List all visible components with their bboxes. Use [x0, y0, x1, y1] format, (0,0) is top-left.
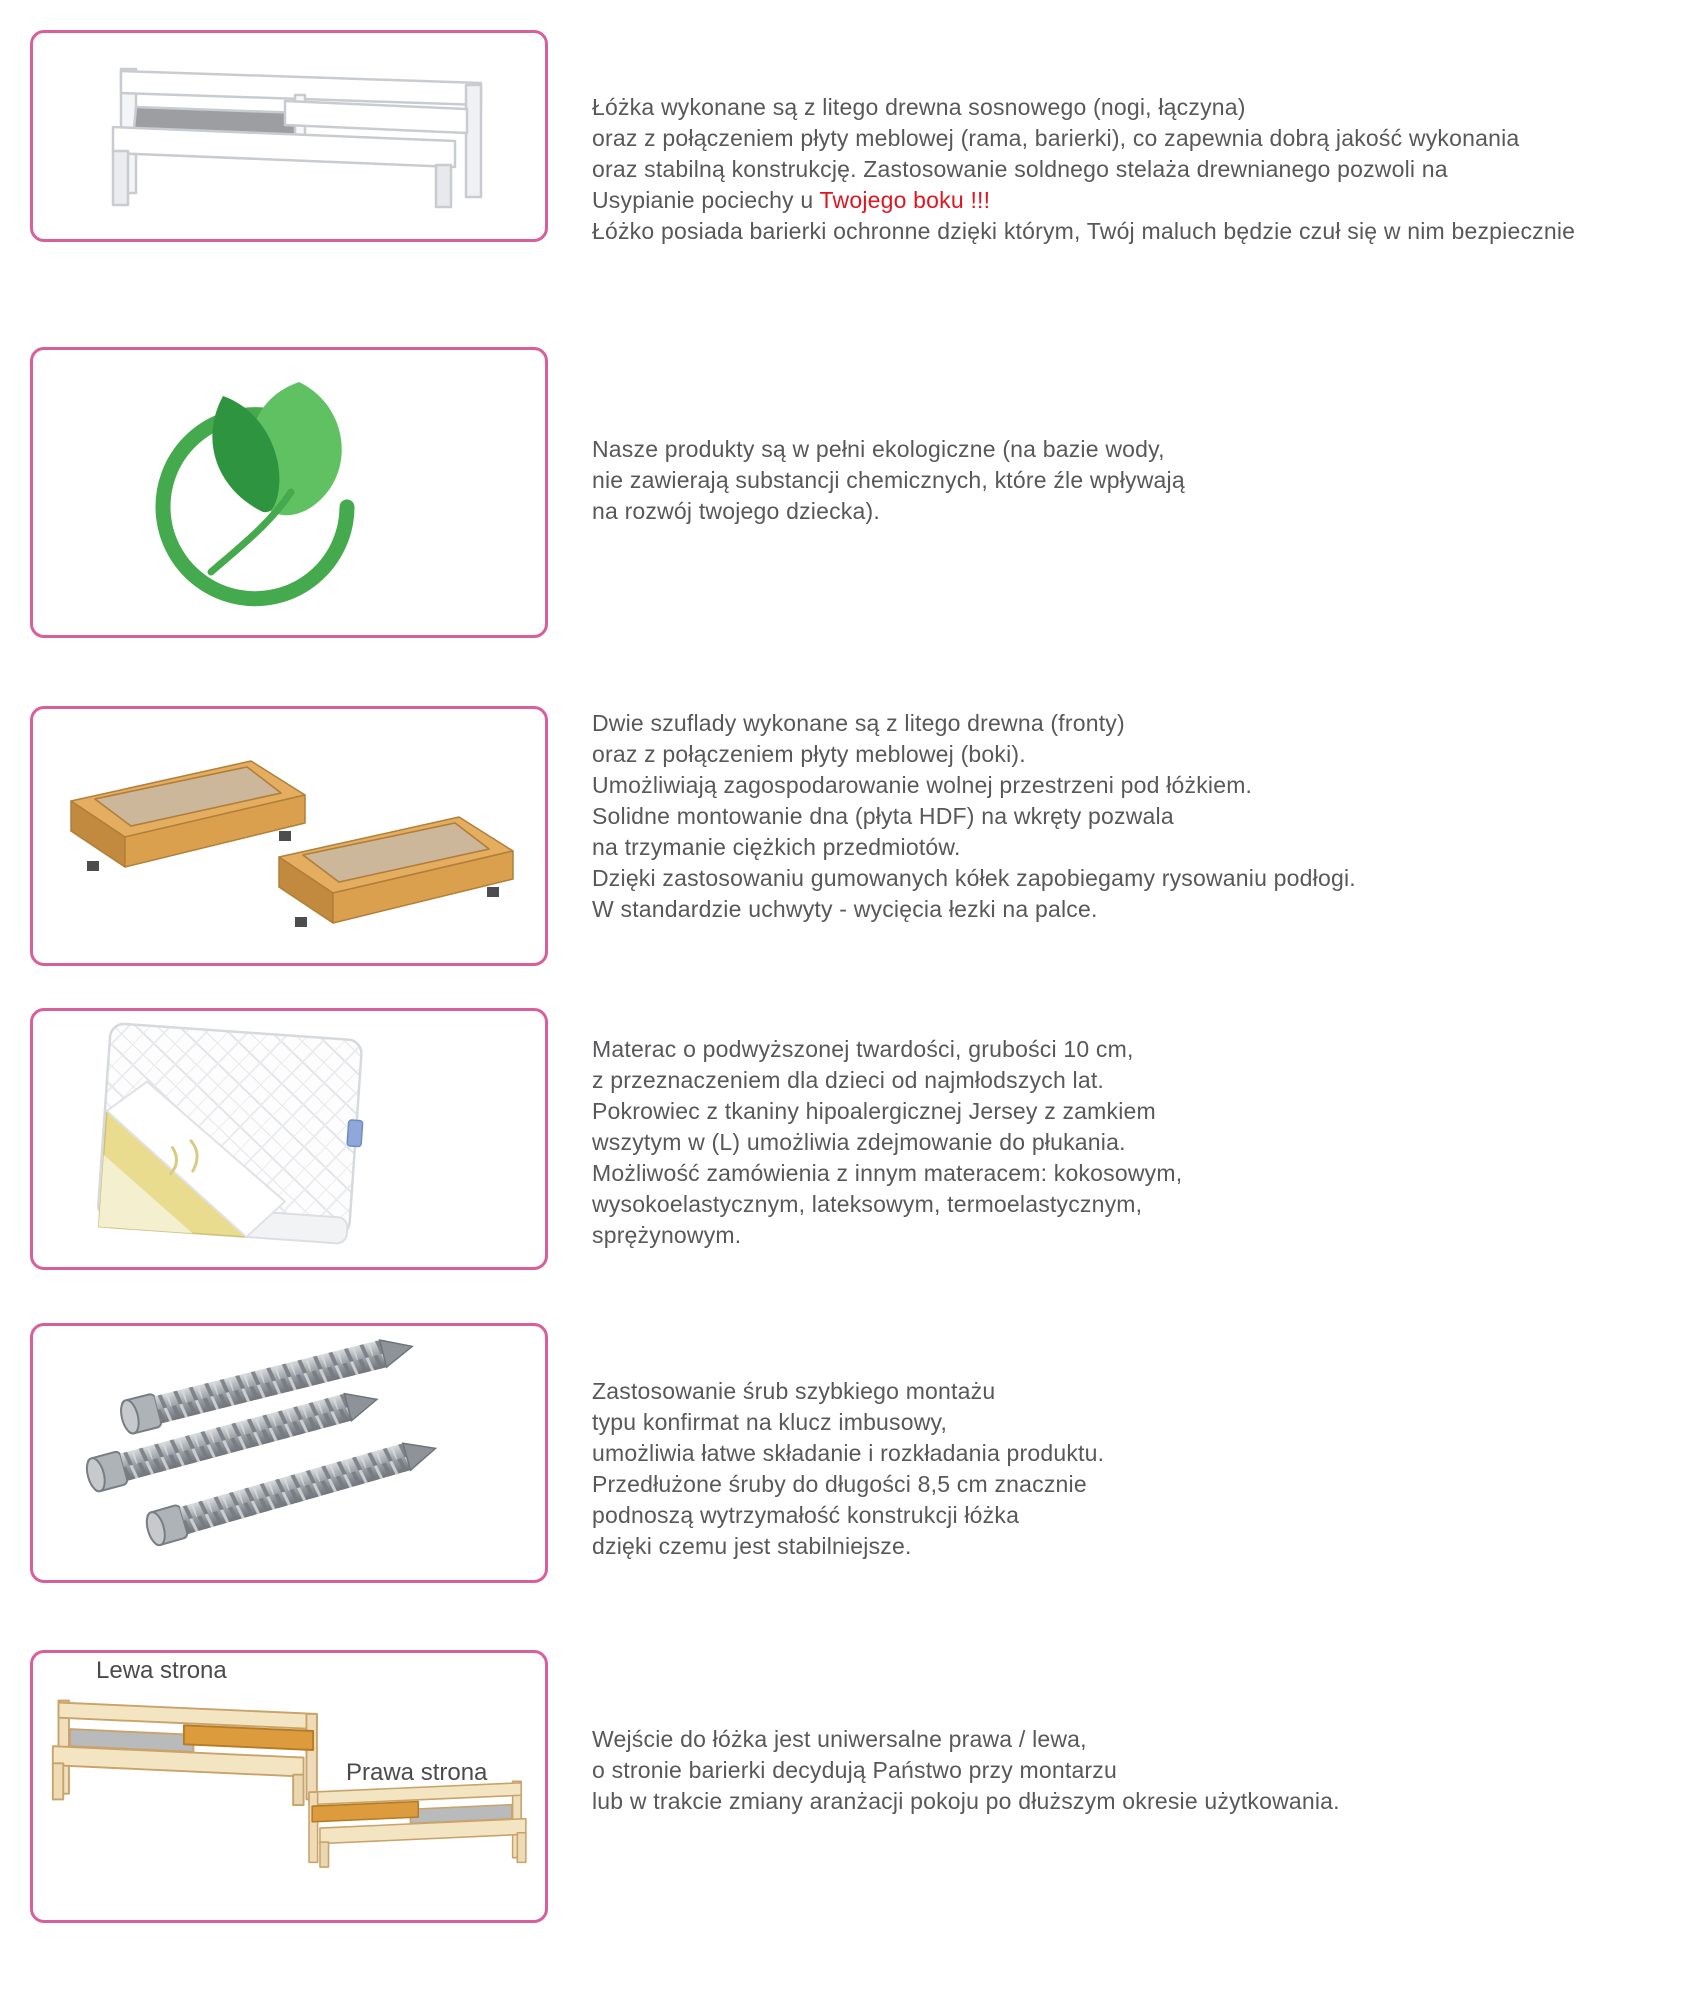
text-line: Przedłużone śruby do długości 8,5 cm znacznie — [592, 1471, 1087, 1497]
text-line: Pokrowiec z tkaniny hipoalergicznej Jersey z zamkiem — [592, 1098, 1156, 1124]
screws-image — [33, 1326, 545, 1580]
text-line: Łóżka wykonane są z litego drewna sosnowego (nogi, łączyna) — [592, 94, 1246, 120]
text-line: Nasze produkty są w pełni ekologiczne (na bazie wody, — [592, 436, 1165, 462]
mattress-image-box — [30, 1008, 548, 1270]
eco-leaf-icon — [33, 350, 545, 635]
orientation-lines — [592, 1724, 1682, 1817]
eco-lines — [592, 434, 1682, 527]
text-orientation — [592, 1724, 1682, 1817]
text-line: Materac o podwyższonej twardości, grubości 10 cm, — [592, 1036, 1134, 1062]
text-line: Łóżko posiada barierki ochronne dzięki którym, Twój maluch będzie czuł się w nim bezpiecznie — [592, 218, 1576, 244]
text-line: Umożliwiają zagospodarowanie wolnej przestrzeni pod łóżkiem. — [592, 772, 1253, 798]
drawers-lines — [592, 708, 1682, 925]
construction-lines-top — [592, 92, 1682, 185]
text-line: typu konfirmat na klucz imbusowy, — [592, 1409, 948, 1435]
text-line: na trzymanie ciężkich przedmiotów. — [592, 834, 961, 860]
text-construction — [592, 92, 1682, 247]
text-line: nie zawierają substancji chemicznych, które źle wpływają — [592, 467, 1185, 493]
mixed-line-prefix: Usypianie pociechy u — [592, 187, 820, 213]
text-line: na rozwój twojego dziecka). — [592, 498, 880, 524]
text-screws — [592, 1376, 1682, 1562]
text-line: Dwie szuflady wykonane są z litego drewna (fronty) — [592, 710, 1125, 736]
drawers-image — [33, 709, 545, 963]
eco-image-box — [30, 347, 548, 638]
mixed-line-highlight: Twojego boku !!! — [819, 187, 991, 213]
drawers-image-box — [30, 706, 548, 966]
text-line: wysokoelastycznym, lateksowym, termoelastycznym, — [592, 1191, 1143, 1217]
text-line: dzięki czemu jest stabilniejsze. — [592, 1533, 912, 1559]
white-bed-image — [33, 33, 545, 239]
construction-mixed-line — [592, 185, 1682, 216]
text-line: sprężynowym. — [592, 1222, 742, 1248]
text-line: lub w trakcie zmiany aranżacji pokoju po dłuższym okresie użytkowania. — [592, 1788, 1340, 1814]
text-line: Wejście do łóżka jest uniwersalne prawa / lewa, — [592, 1726, 1087, 1752]
text-line: oraz z połączeniem płyty meblowej (boki). — [592, 741, 1026, 767]
text-line: wszytym w (L) umożliwia zdejmowanie do płukania. — [592, 1129, 1126, 1155]
mattress-image — [33, 1011, 545, 1267]
text-line: umożliwia łatwe składanie i rozkładania produktu. — [592, 1440, 1105, 1466]
text-line: Solidne montowanie dna (płyta HDF) na wkręty pozwala — [592, 803, 1174, 829]
orientation-image-box — [30, 1650, 548, 1923]
bed-image-box — [30, 30, 548, 242]
text-line: z przeznaczeniem dla dzieci od najmłodszych lat. — [592, 1067, 1105, 1093]
text-line: W standardzie uchwyty - wycięcia łezki na palce. — [592, 896, 1098, 922]
screws-lines — [592, 1376, 1682, 1562]
bed-orientation-image — [33, 1653, 545, 1920]
text-line: oraz z połączeniem płyty meblowej (rama, barierki), co zapewnia dobrą jakość wykonania — [592, 125, 1520, 151]
text-line: podnoszą wytrzymałość konstrukcji łóżka — [592, 1502, 1020, 1528]
text-line: Możliwość zamówienia z innym materacem: kokosowym, — [592, 1160, 1183, 1186]
label-left-side: Lewa strona — [96, 1657, 227, 1684]
text-drawers — [592, 708, 1682, 925]
text-eco — [592, 434, 1682, 527]
construction-lines-bottom — [592, 216, 1682, 247]
screws-image-box — [30, 1323, 548, 1583]
text-line: Zastosowanie śrub szybkiego montażu — [592, 1378, 996, 1404]
text-line: o stronie barierki decydują Państwo przy montarzu — [592, 1757, 1117, 1783]
text-line: Dzięki zastosowaniu gumowanych kółek zapobiegamy rysowaniu podłogi. — [592, 865, 1356, 891]
text-line: oraz stabilną konstrukcję. Zastosowanie soldnego stelaża drewnianego pozwoli na — [592, 156, 1448, 182]
mattress-lines — [592, 1034, 1682, 1251]
label-right-side: Prawa strona — [346, 1759, 488, 1786]
text-mattress — [592, 1034, 1682, 1251]
